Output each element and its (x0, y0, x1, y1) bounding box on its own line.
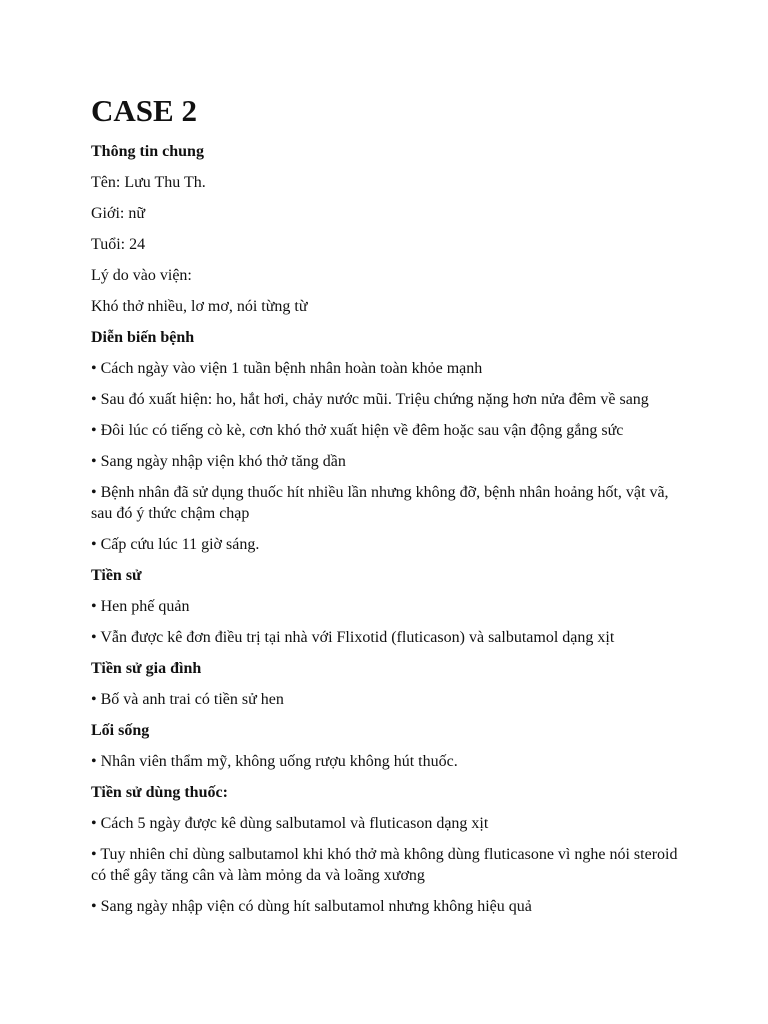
heading-general-info: Thông tin chung (91, 143, 204, 160)
document-content (91, 92, 681, 927)
patient-name: Tên: Lưu Thu Th. (91, 174, 206, 191)
list-item: • Vẫn được kê đơn điều trị tại nhà với Flixotid (fluticason) và salbutamol dạng xịt (91, 629, 615, 646)
patient-age: Tuổi: 24 (91, 236, 146, 253)
list-item: • Cấp cứu lúc 11 giờ sáng. (91, 536, 260, 553)
list-item: • Sau đó xuất hiện: ho, hắt hơi, chảy nước mũi. Triệu chứng nặng hơn nửa đêm về sang (91, 391, 649, 408)
heading-disease-progress: Diễn biến bệnh (91, 329, 195, 346)
list-item: • Sang ngày nhập viện có dùng hít salbutamol nhưng không hiệu quả (91, 898, 532, 915)
admission-reason: Khó thở nhiều, lơ mơ, nói từng từ (91, 298, 308, 315)
patient-gender: Giới: nữ (91, 205, 146, 222)
list-item: • Hen phế quản (91, 598, 190, 615)
heading-medical-history: Tiền sử (91, 567, 142, 584)
list-item: • Đôi lúc có tiếng cò kè, cơn khó thở xuất hiện về đêm hoặc sau vận động gắng sức (91, 422, 624, 439)
list-item: • Tuy nhiên chỉ dùng salbutamol khi khó thở mà không dùng fluticasone vì nghe nói steroid có thể gây tăng cân và làm mỏng da và loãng xương (91, 846, 678, 884)
admission-reason-label: Lý do vào viện: (91, 267, 192, 284)
list-item: • Bệnh nhân đã sử dụng thuốc hít nhiều lần nhưng không đỡ, bệnh nhân hoảng hốt, vật vã, sau đó ý thức chậm chạp (91, 484, 669, 522)
list-item: • Bố và anh trai có tiền sử hen (91, 691, 284, 708)
list-item: • Nhân viên thẩm mỹ, không uống rượu không hút thuốc. (91, 753, 458, 770)
list-item: • Sang ngày nhập viện khó thở tăng dần (91, 453, 346, 470)
heading-family-history: Tiền sử gia đình (91, 660, 202, 677)
list-item: • Cách 5 ngày được kê dùng salbutamol và fluticason dạng xịt (91, 815, 489, 832)
page-title: CASE 2 (91, 93, 197, 128)
list-item: • Cách ngày vào viện 1 tuần bệnh nhân hoàn toàn khỏe mạnh (91, 360, 483, 377)
heading-medication-history: Tiền sử dùng thuốc: (91, 784, 228, 801)
heading-lifestyle: Lối sống (91, 722, 150, 739)
